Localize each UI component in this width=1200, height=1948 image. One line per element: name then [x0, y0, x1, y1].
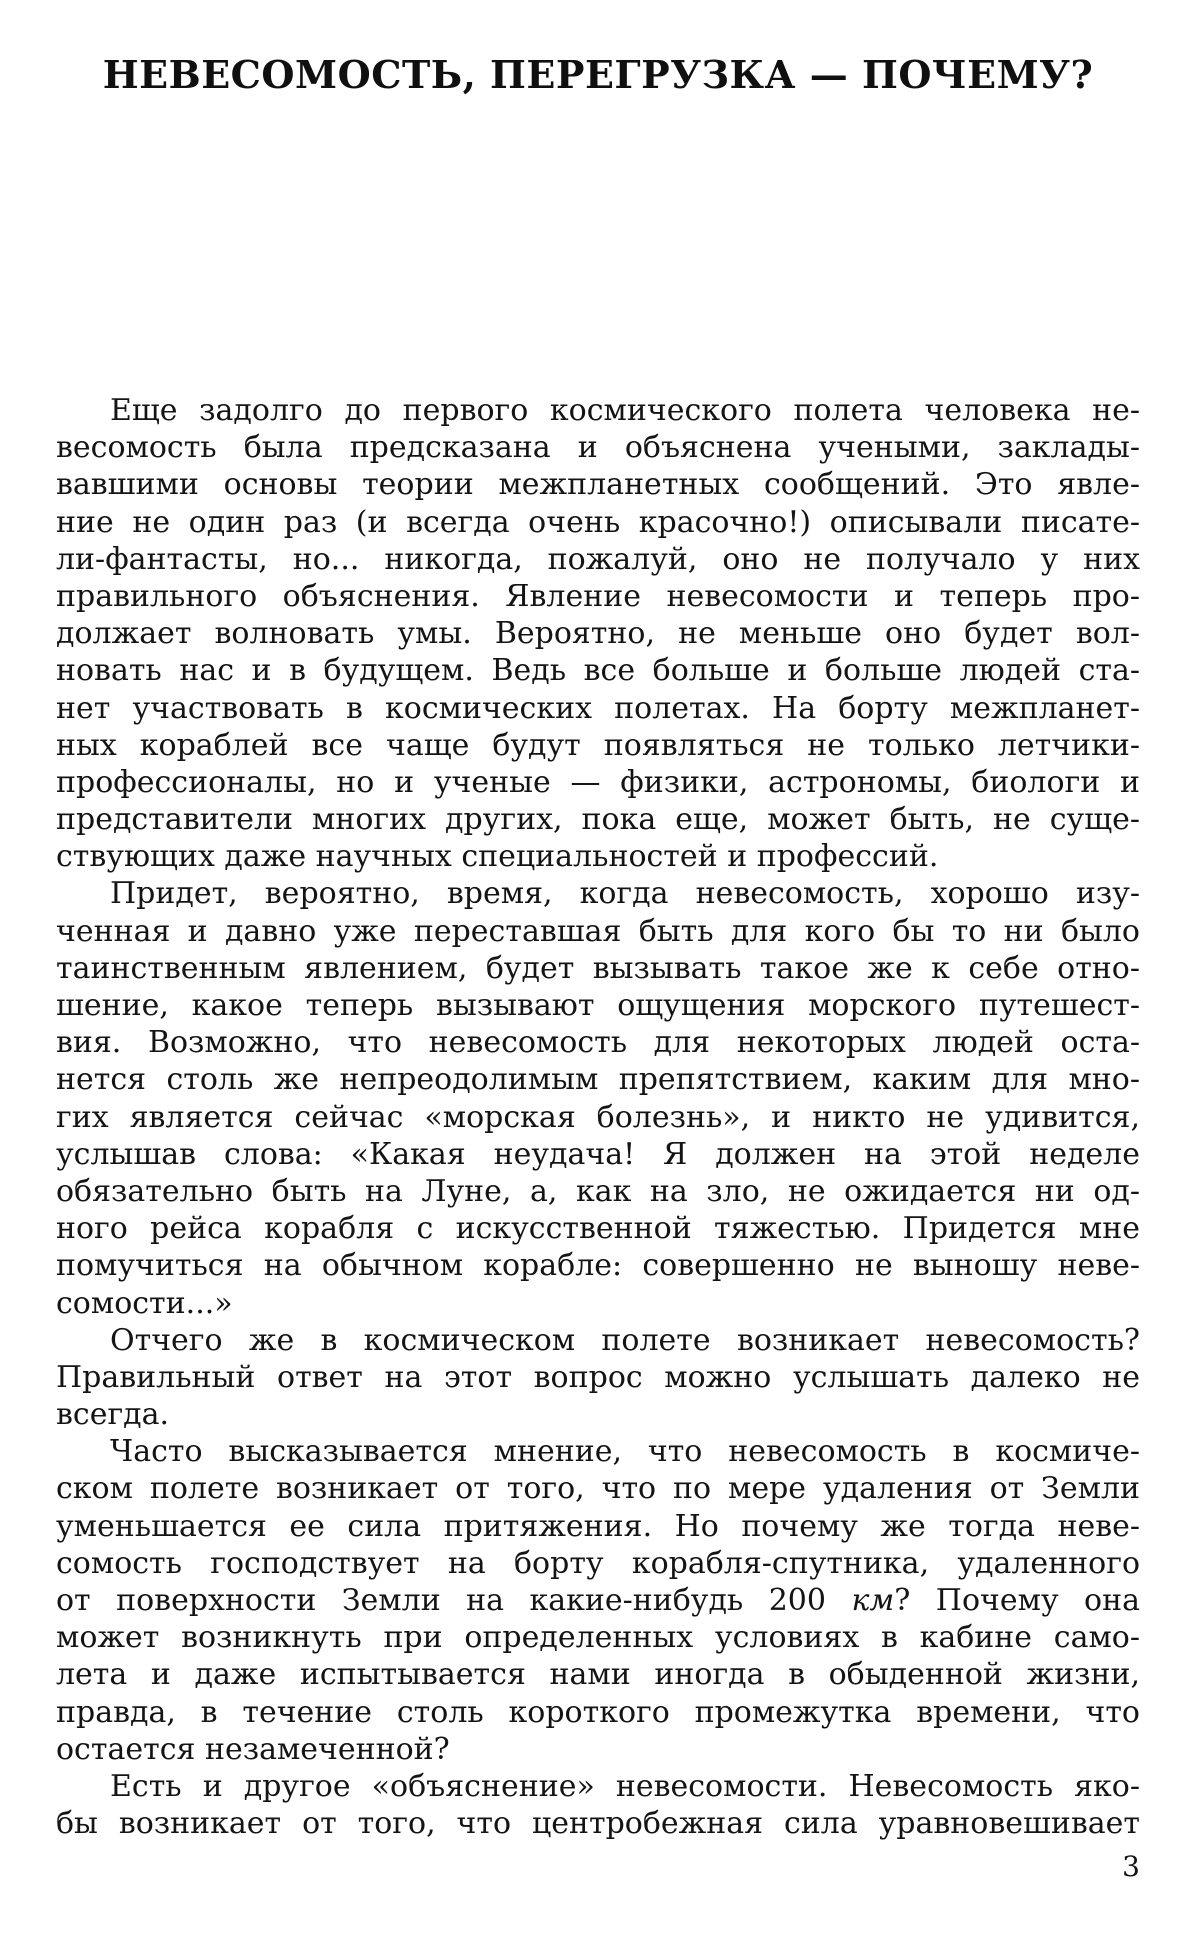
- text-line: ском полете возникает от того, что по мере удаления от Земли: [56, 1471, 1140, 1507]
- text-line: вавшими основы теории межпланетных сообщений. Это явле-: [56, 467, 1140, 503]
- text-line: бы возникает от того, что центробежная сила уравновешивает: [56, 1806, 1140, 1842]
- text-line: обязательно быть на Луне, а, как на зло, не ожидается ни од-: [56, 1173, 1140, 1209]
- text-line: Часто высказывается мнение, что невесомость в космиче-: [110, 1434, 1140, 1470]
- page-text: [56, 392, 1140, 1842]
- text-line: от поверхности Земли на какие-нибудь 200 км? Почему она: [56, 1583, 1140, 1618]
- text-line: Есть и другое «объяснение» невесомости. Невесомость яко-: [110, 1768, 1140, 1804]
- text-line: новать нас и в будущем. Ведь все больше и больше людей ста-: [56, 653, 1140, 689]
- text-line: Отчего же в космическом полете возникает невесомость?: [110, 1322, 1140, 1358]
- text-line: шение, какое теперь вызывают ощущения морского путешест-: [56, 988, 1140, 1023]
- text-line: весомость была предсказана и объяснена учеными, заклады-: [56, 430, 1140, 466]
- text-line: представители многих других, пока еще, может быть, не суще-: [56, 802, 1140, 838]
- text-line: Правильный ответ на этот вопрос можно услышать далеко не: [56, 1359, 1140, 1395]
- text-line: Придет, вероятно, время, когда невесомость, хорошо изу-: [110, 876, 1140, 912]
- text-line: правильного объяснения. Явление невесомости и теперь про-: [56, 578, 1140, 614]
- text-line: всегда.: [56, 1397, 170, 1433]
- text-line: услышав слова: «Какая неудача! Я должен на этой неделе: [56, 1136, 1140, 1172]
- text-line: должает волновать умы. Вероятно, не меньше оно будет вол-: [56, 616, 1140, 652]
- text-line: ствующих даже научных специальностей и профессий.: [56, 839, 939, 875]
- text-line: нет участвовать в космических полетах. На борту межпланет-: [56, 690, 1140, 726]
- text-line: ного рейса корабля с искусственной тяжестью. Придется мне: [56, 1211, 1140, 1247]
- text-line: уменьшается ее сила притяжения. Но почему же тогда неве-: [56, 1508, 1140, 1544]
- page-number: 3: [1122, 1850, 1140, 1883]
- text-line: таинственным явлением, будет вызывать такое же к себе отно-: [56, 950, 1140, 986]
- text-line: вия. Возможно, что невесомость для некоторых людей оста-: [56, 1025, 1140, 1061]
- text-line: ченная и давно уже переставшая быть для кого бы то ни было: [56, 913, 1140, 949]
- text-line: сомости...»: [56, 1285, 233, 1321]
- text-line: гих является сейчас «морская болезнь», и никто не удивится,: [56, 1099, 1140, 1135]
- text-line: сомость господствует на борту корабля-спутника, удаленного: [56, 1545, 1140, 1581]
- text-line: правда, в течение столь короткого промежутка времени, что: [56, 1694, 1140, 1730]
- page-title: НЕВЕСОМОСТЬ, ПЕРЕГРУЗКА — ПОЧЕМУ?: [102, 52, 1094, 97]
- text-line: профессионалы, но и ученые — физики, астрономы, биологи и: [56, 764, 1140, 800]
- text-line: ли-фантасты, но... никогда, пожалуй, оно не получало у них: [56, 541, 1140, 577]
- text-line: остается незамеченной?: [56, 1731, 450, 1767]
- text-line: нется столь же непреодолимым препятствием, каким для мно-: [56, 1062, 1140, 1098]
- text-line: лета и даже испытывается нами иногда в обыденной жизни,: [56, 1657, 1140, 1693]
- text-line: ние не один раз (и всегда очень красочно!) описывали писате-: [56, 504, 1140, 540]
- text-line: помучиться на обычном корабле: совершенно не выношу неве-: [56, 1248, 1140, 1284]
- text-line: Еще задолго до первого космического полета человека не-: [110, 393, 1140, 428]
- text-line: может возникнуть при определенных условиях в кабине само-: [56, 1620, 1140, 1656]
- text-line: ных кораблей все чаще будут появляться не только летчики-: [56, 727, 1140, 763]
